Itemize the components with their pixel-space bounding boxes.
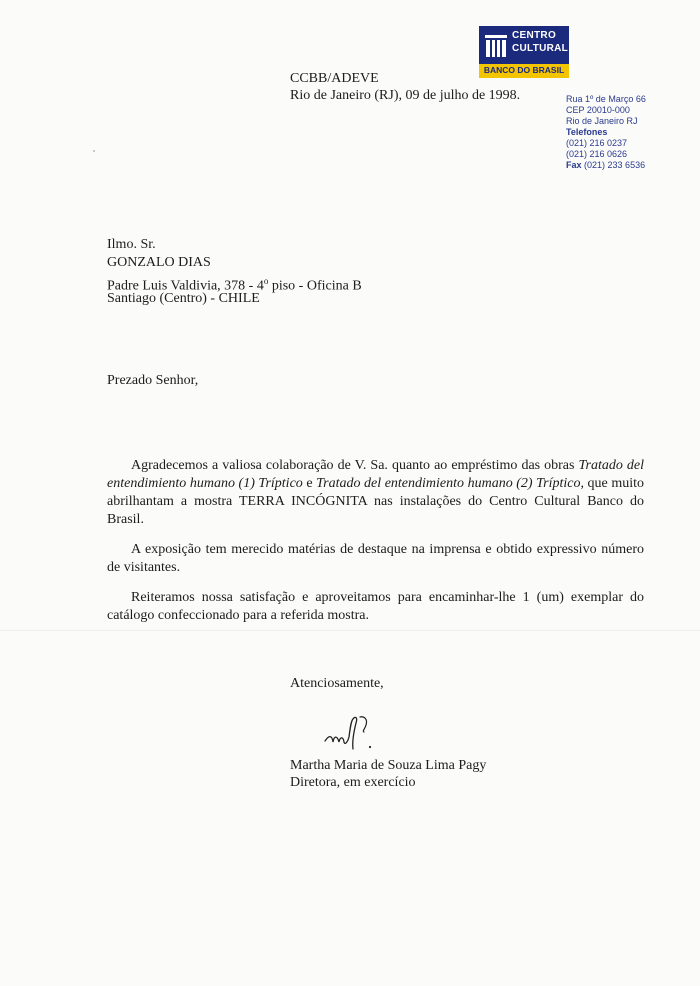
phones-label: Telefones <box>566 127 608 137</box>
handwritten-signature <box>322 711 382 757</box>
address-pre: Padre Luis Valdivia, 378 - 4 <box>107 278 264 294</box>
paragraph-1 <box>107 457 644 529</box>
recipient-city: Santiago (Centro) - CHILE <box>107 291 260 306</box>
recipient-title: Ilmo. Sr. <box>107 237 156 252</box>
logo-yellow-bar <box>479 64 569 78</box>
closing: Atenciosamente, <box>290 676 384 691</box>
p3-text: Reiteramos nossa satisfação e aproveitamos para encaminhar-lhe 1 (um) exemplar do catálogo confeccionado para a referida mostra. <box>107 590 644 623</box>
salutation: Prezado Senhor, <box>107 373 199 388</box>
logo-text-centro: CENTRO <box>512 30 557 41</box>
fax-label: Fax <box>566 160 582 170</box>
p2-text: A exposição tem merecido matérias de destaque na imprensa e obtido expressivo número de visitantes. <box>107 542 644 575</box>
paragraph-2 <box>107 541 644 577</box>
logo-text-cultural: CULTURAL <box>512 43 569 54</box>
fax-number: (021) 233 6536 <box>584 160 646 170</box>
p1-text-b: e <box>302 476 317 491</box>
paper-fold-line <box>0 630 700 631</box>
phone-1: (021) 216 0237 <box>566 138 628 148</box>
p1-text-a: Agradecemos a valiosa colaboração de V. Sa. quanto ao empréstimo das obras <box>131 458 579 473</box>
logo-blue-block <box>479 26 569 64</box>
signatory-role: Diretora, em exercício <box>290 775 416 790</box>
p1-text-c: , que muito abrilhantam a mostra TERRA INCÓGNITA nas instalações do Centro Cultural Banco do Brasil. <box>107 476 644 527</box>
phone-2: (021) 216 0626 <box>566 149 628 159</box>
sender-address <box>566 94 646 171</box>
fax-line <box>566 160 646 171</box>
columns-icon <box>482 31 510 61</box>
recipient-name: GONZALO DIAS <box>107 255 211 270</box>
address-street: Rua 1º de Março 66 <box>566 94 646 104</box>
address-city: Rio de Janeiro RJ <box>566 116 638 126</box>
address-sup: o <box>263 276 269 286</box>
paragraph-3 <box>107 589 644 625</box>
p1-work-1: Tratado del entendimiento humano (1) Tríptico <box>107 458 644 491</box>
logo-text-bank: BANCO DO BRASIL <box>483 65 565 75</box>
signatory-name: Martha Maria de Souza Lima Pagy <box>290 758 487 773</box>
reference-code: CCBB/ADEVE <box>290 71 379 86</box>
ccbb-logo <box>479 26 569 80</box>
p1-work-2: Tratado del entendimiento humano (2) Tríptico <box>316 476 581 491</box>
paper-speck <box>93 150 95 152</box>
address-post: piso - Oficina B <box>268 278 362 294</box>
place-date: Rio de Janeiro (RJ), 09 de julho de 1998. <box>290 88 521 103</box>
address-cep: CEP 20010-000 <box>566 105 630 115</box>
